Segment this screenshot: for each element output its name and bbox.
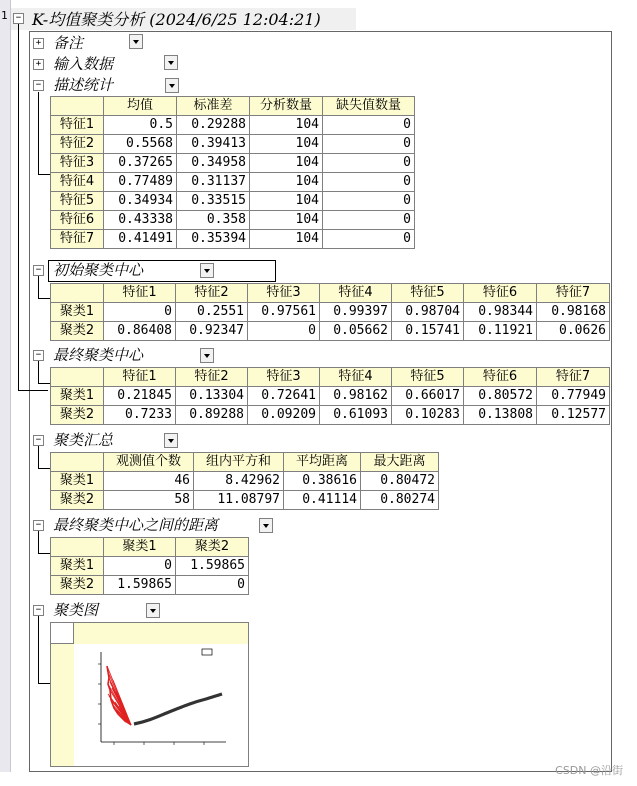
section-title-desc: 描述统计 xyxy=(53,76,114,94)
col-header: 特征1 xyxy=(104,284,176,303)
row-header: 特征1 xyxy=(51,116,104,135)
col-header: 分析数量 xyxy=(250,97,323,116)
center-distance-table xyxy=(50,537,249,595)
cell: 1.59865 xyxy=(104,576,176,595)
cell: 0.35394 xyxy=(177,230,250,249)
table-row xyxy=(51,303,610,322)
cluster-summary-table xyxy=(50,452,439,510)
row-header: 聚类1 xyxy=(51,387,104,406)
col-header: 特征3 xyxy=(248,284,320,303)
col-header: 特征7 xyxy=(537,284,610,303)
row-gutter xyxy=(0,0,11,772)
cell: 104 xyxy=(250,230,323,249)
cell: 8.42962 xyxy=(194,472,284,491)
tree-line xyxy=(38,383,50,384)
table-row xyxy=(51,576,249,595)
cell: 0.37265 xyxy=(104,154,177,173)
corner-cell xyxy=(51,368,104,387)
cell: 0.66017 xyxy=(392,387,464,406)
cell: 104 xyxy=(250,154,323,173)
table-row xyxy=(51,230,415,249)
section-title-final: 最终聚类中心 xyxy=(53,346,144,364)
cell: 0.0626 xyxy=(537,322,610,341)
tree-line xyxy=(38,553,50,554)
cell: 0.41114 xyxy=(284,491,361,510)
tree-line xyxy=(18,390,48,391)
table-row xyxy=(51,173,415,192)
cell: 0.34934 xyxy=(104,192,177,211)
cell: 0 xyxy=(176,576,249,595)
cell: 0.86408 xyxy=(104,322,176,341)
final-centers-table xyxy=(50,367,610,425)
cell: 0.358 xyxy=(177,211,250,230)
row-header: 特征2 xyxy=(51,135,104,154)
collapse-toggle-dist[interactable]: − xyxy=(33,520,44,531)
cell: 0.29288 xyxy=(177,116,250,135)
table-row xyxy=(51,135,415,154)
cell: 0.12577 xyxy=(537,406,610,425)
cell: 0.80572 xyxy=(464,387,537,406)
cell: 0.11921 xyxy=(464,322,537,341)
cell: 0.05662 xyxy=(320,322,392,341)
cluster2-points xyxy=(134,694,222,724)
row-header: 聚类2 xyxy=(51,322,104,341)
cell: 0.10283 xyxy=(392,406,464,425)
watermark: CSDN @沿街 xyxy=(555,764,623,777)
tree-line xyxy=(38,298,50,299)
section-title-input: 输入数据 xyxy=(53,55,114,73)
collapse-toggle-main[interactable]: − xyxy=(13,13,24,24)
tree-line xyxy=(38,92,39,175)
cell: 0 xyxy=(323,135,415,154)
cell: 104 xyxy=(250,173,323,192)
cell: 104 xyxy=(250,116,323,135)
tree-line xyxy=(38,683,50,684)
col-header: 特征3 xyxy=(248,368,320,387)
tree-line xyxy=(38,531,39,554)
corner-cell xyxy=(51,538,104,557)
col-header: 特征4 xyxy=(320,284,392,303)
cell: 0 xyxy=(323,230,415,249)
cell: 0.21845 xyxy=(104,387,176,406)
cell: 0.98168 xyxy=(537,303,610,322)
corner-cell xyxy=(51,97,104,116)
tree-line xyxy=(38,174,50,175)
corner-cell xyxy=(51,453,104,472)
cell: 0 xyxy=(323,116,415,135)
cell: 11.08797 xyxy=(194,491,284,510)
cell: 0 xyxy=(104,557,176,576)
cell: 0 xyxy=(323,154,415,173)
cell: 0.97561 xyxy=(248,303,320,322)
row-header: 特征6 xyxy=(51,211,104,230)
table-row xyxy=(51,387,610,406)
cell: 0 xyxy=(323,211,415,230)
row-header: 聚类2 xyxy=(51,491,104,510)
col-header: 聚类1 xyxy=(104,538,176,557)
col-header: 特征7 xyxy=(537,368,610,387)
cell: 0 xyxy=(323,173,415,192)
cell: 0.80472 xyxy=(361,472,439,491)
cell: 0.5568 xyxy=(104,135,177,154)
col-header: 特征1 xyxy=(104,368,176,387)
row-header: 特征7 xyxy=(51,230,104,249)
cell: 0.99397 xyxy=(320,303,392,322)
cell: 0.80274 xyxy=(361,491,439,510)
dropdown-desc[interactable] xyxy=(165,78,179,93)
col-header: 特征5 xyxy=(392,284,464,303)
col-header: 观测值个数 xyxy=(104,453,194,472)
cell: 0.13808 xyxy=(464,406,537,425)
cell: 104 xyxy=(250,192,323,211)
row-header: 聚类2 xyxy=(51,406,104,425)
initial-centers-table xyxy=(50,283,610,341)
cell: 0.98344 xyxy=(464,303,537,322)
tree-line xyxy=(18,24,19,391)
cell: 0.92347 xyxy=(176,322,248,341)
cell: 0.98704 xyxy=(392,303,464,322)
cell: 104 xyxy=(250,211,323,230)
col-header: 组内平方和 xyxy=(194,453,284,472)
table-row xyxy=(51,322,610,341)
cell: 0.38616 xyxy=(284,472,361,491)
cell: 0.89288 xyxy=(176,406,248,425)
collapse-toggle-plot[interactable]: − xyxy=(33,605,44,616)
cell: 0.33515 xyxy=(177,192,250,211)
cell: 0.31137 xyxy=(177,173,250,192)
cell: 0.13304 xyxy=(176,387,248,406)
cell: 0.5 xyxy=(104,116,177,135)
table-row xyxy=(51,472,439,491)
dropdown-init[interactable] xyxy=(200,263,214,278)
tree-line xyxy=(38,361,39,384)
expand-toggle-notes[interactable]: + xyxy=(33,38,44,49)
cell: 0 xyxy=(104,303,176,322)
cell: 0.61093 xyxy=(320,406,392,425)
row-header: 聚类1 xyxy=(51,303,104,322)
row-header: 特征4 xyxy=(51,173,104,192)
cell: 0.98162 xyxy=(320,387,392,406)
table-row xyxy=(51,557,249,576)
col-header: 平均距离 xyxy=(284,453,361,472)
col-header: 聚类2 xyxy=(176,538,249,557)
col-header: 标准差 xyxy=(177,97,250,116)
cell: 0.41491 xyxy=(104,230,177,249)
table-row xyxy=(51,211,415,230)
cell: 0.77949 xyxy=(537,387,610,406)
cell: 0 xyxy=(323,192,415,211)
cell: 0.2551 xyxy=(176,303,248,322)
collapse-toggle-desc[interactable]: − xyxy=(33,80,44,91)
table-row xyxy=(51,406,610,425)
section-title-plot: 聚类图 xyxy=(53,601,99,619)
cell: 0.72641 xyxy=(248,387,320,406)
corner-cell xyxy=(51,284,104,303)
col-header: 特征5 xyxy=(392,368,464,387)
dropdown-notes[interactable] xyxy=(129,34,143,49)
cell: 0.39413 xyxy=(177,135,250,154)
legend-box xyxy=(202,649,212,655)
dropdown-final[interactable] xyxy=(200,348,214,363)
collapse-toggle-final[interactable]: − xyxy=(33,350,44,361)
dropdown-input[interactable] xyxy=(164,55,178,70)
col-header: 最大距离 xyxy=(361,453,439,472)
tree-line xyxy=(38,616,39,684)
table-row xyxy=(51,491,439,510)
cell: 0.34958 xyxy=(177,154,250,173)
collapse-toggle-summary[interactable]: − xyxy=(33,435,44,446)
section-title-init: 初始聚类中心 xyxy=(53,261,144,279)
cell: 104 xyxy=(250,135,323,154)
section-title-summary: 聚类汇总 xyxy=(53,431,114,449)
row-number: 1 xyxy=(1,9,8,22)
col-header: 缺失值数量 xyxy=(323,97,415,116)
cell: 0 xyxy=(248,322,320,341)
cluster-plot-image[interactable] xyxy=(74,644,248,766)
cluster-plot-cell xyxy=(50,622,249,767)
cluster-scatter-svg xyxy=(74,644,248,766)
section-title-dist: 最终聚类中心之间的距离 xyxy=(53,516,219,534)
cell: 0.15741 xyxy=(392,322,464,341)
row-header: 特征5 xyxy=(51,192,104,211)
tree-line xyxy=(38,276,39,299)
cell: 0.43338 xyxy=(104,211,177,230)
row-header: 聚类1 xyxy=(51,557,104,576)
cell: 58 xyxy=(104,491,194,510)
cell: 0.09209 xyxy=(248,406,320,425)
desc-stats-table xyxy=(50,96,415,249)
col-header: 特征6 xyxy=(464,284,537,303)
table-row xyxy=(51,116,415,135)
section-title-notes: 备注 xyxy=(53,34,84,52)
table-row xyxy=(51,154,415,173)
cell: 46 xyxy=(104,472,194,491)
dropdown-summary[interactable] xyxy=(164,433,178,448)
cell: 0.7233 xyxy=(104,406,176,425)
cell: 1.59865 xyxy=(176,557,249,576)
row-header: 特征3 xyxy=(51,154,104,173)
tree-line xyxy=(38,446,39,469)
cell: 0.77489 xyxy=(104,173,177,192)
col-header: 特征2 xyxy=(176,284,248,303)
col-header: 均值 xyxy=(104,97,177,116)
col-header: 特征2 xyxy=(176,368,248,387)
expand-toggle-input[interactable]: + xyxy=(33,59,44,70)
row-header: 聚类2 xyxy=(51,576,104,595)
dropdown-plot[interactable] xyxy=(146,603,160,618)
page-title: K-均值聚类分析 (2024/6/25 12:04:21) xyxy=(32,10,321,29)
plot-corner-cell xyxy=(51,623,74,644)
row-header: 聚类1 xyxy=(51,472,104,491)
dropdown-dist[interactable] xyxy=(259,518,273,533)
tree-line xyxy=(38,468,50,469)
table-row xyxy=(51,192,415,211)
collapse-toggle-init[interactable]: − xyxy=(33,265,44,276)
col-header: 特征6 xyxy=(464,368,537,387)
col-header: 特征4 xyxy=(320,368,392,387)
